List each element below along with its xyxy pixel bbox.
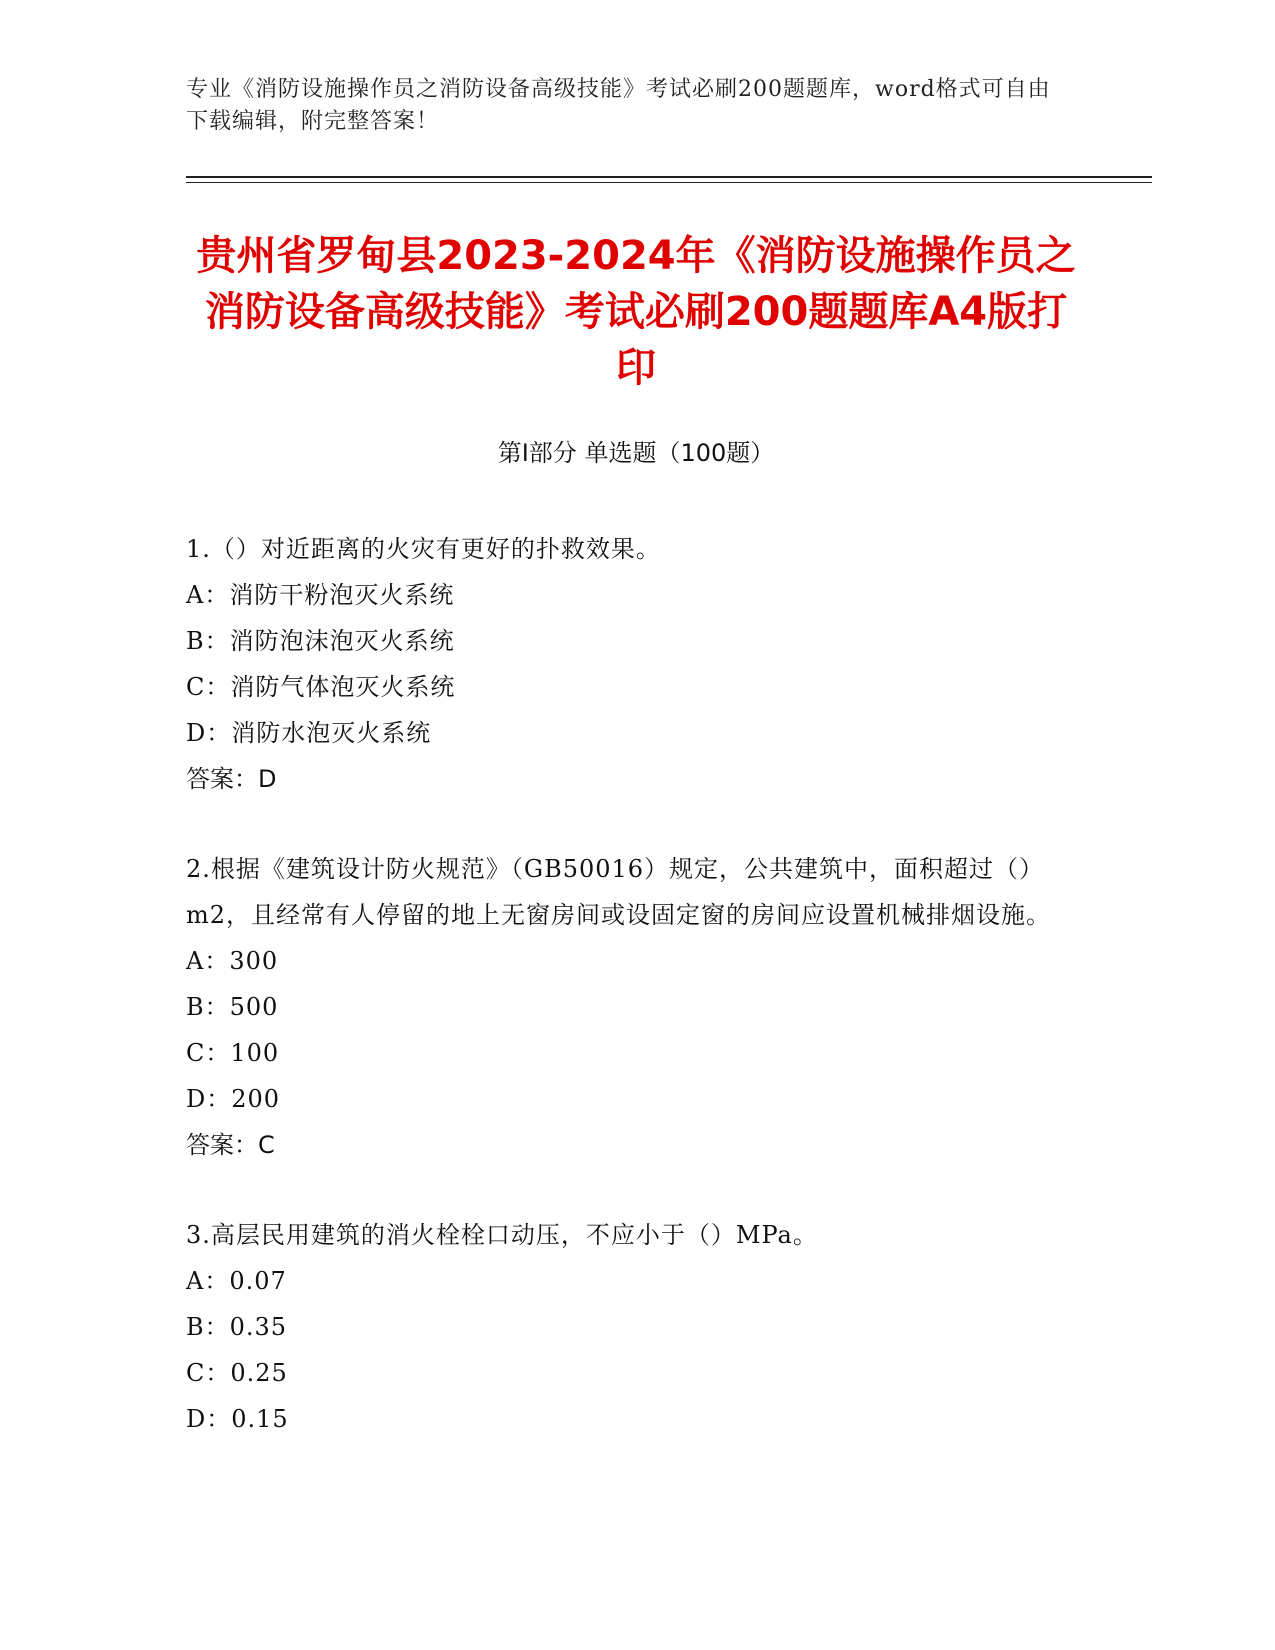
answer: 答案：C bbox=[186, 1131, 275, 1159]
answer: 答案：D bbox=[186, 765, 277, 793]
option-b: B：0.35 bbox=[186, 1313, 288, 1341]
question-stem: 1.（）对近距离的火灾有更好的扑救效果。 bbox=[186, 535, 661, 563]
option-b: B：500 bbox=[186, 993, 279, 1021]
header-note: 专业《消防设施操作员之消防设备高级技能》考试必刷200题题库，word格式可自由下载编辑，附完整答案！ bbox=[186, 77, 1051, 134]
question-3 bbox=[186, 1212, 1066, 1442]
option-c: C：消防气体泡灭火系统 bbox=[186, 673, 456, 701]
question-stem: 2.根据《建筑设计防火规范》（GB50016）规定，公共建筑中，面积超过（）m2，且经常有人停留的地上无窗房间或设固定窗的房间应设置机械排烟设施。 bbox=[186, 855, 1052, 929]
option-c: C：100 bbox=[186, 1039, 280, 1067]
option-b: B：消防泡沫泡灭火系统 bbox=[186, 627, 455, 655]
option-c: C：0.25 bbox=[186, 1359, 288, 1387]
question-1 bbox=[186, 526, 1066, 802]
question-2 bbox=[186, 846, 1066, 1168]
header-divider-thick bbox=[186, 176, 1152, 178]
section-title: 第Ⅰ部分 单选题（100题） bbox=[497, 439, 775, 467]
document-title: 贵州省罗甸县2023-2024年《消防设施操作员之消防设备高级技能》考试必刷200题题库A4版打印 bbox=[196, 233, 1076, 391]
option-a: A：消防干粉泡灭火系统 bbox=[186, 581, 455, 609]
question-list bbox=[186, 526, 1066, 1486]
question-stem: 3.高层民用建筑的消火栓栓口动压，不应小于（）MPa。 bbox=[186, 1221, 818, 1249]
option-d: D：0.15 bbox=[186, 1405, 289, 1433]
option-a: A：0.07 bbox=[186, 1267, 287, 1295]
option-d: D：消防水泡灭火系统 bbox=[186, 719, 432, 747]
header-divider-thin bbox=[186, 182, 1152, 183]
option-a: A：300 bbox=[186, 947, 279, 975]
option-d: D：200 bbox=[186, 1085, 281, 1113]
